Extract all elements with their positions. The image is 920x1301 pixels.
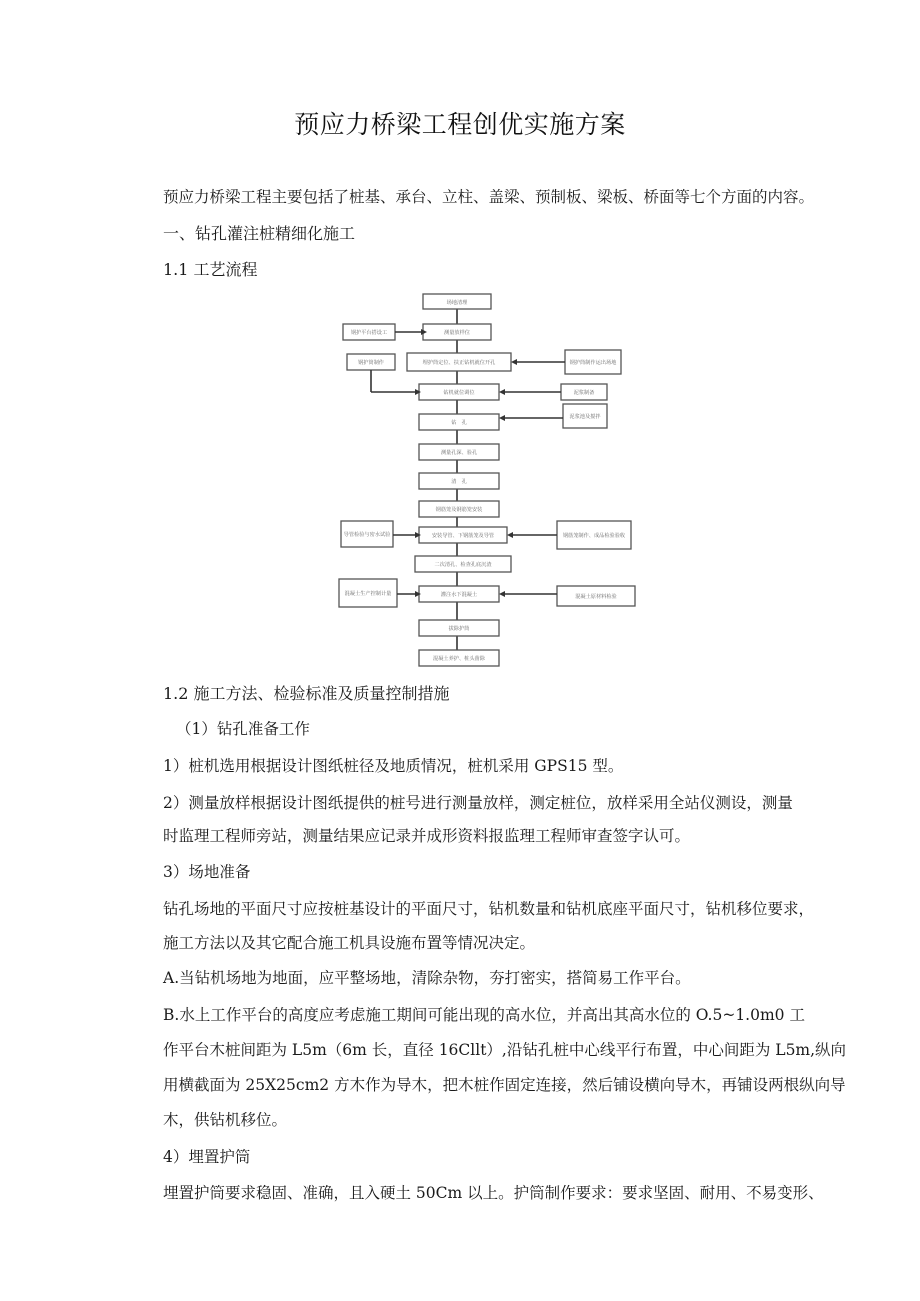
item-b-line-3: 用横截面为 25X25cm2 方木作为导木，把木桩作固定连接，然后铺设横向导木，再铺设两根纵向导 (163, 1076, 846, 1094)
process-flowchart (335, 290, 640, 668)
main-step-7 (419, 473, 499, 489)
item-3: 3）场地准备 (163, 863, 251, 881)
document-title: 预应力桥梁工程创优实施方案 (294, 110, 626, 139)
item-b-line-4: 木，供钻机移位。 (163, 1111, 288, 1129)
side-step-label: 导管检验与密水试验 (343, 532, 391, 538)
main-step-5 (419, 414, 499, 430)
item-2-line-1: 2）测量放样根据设计图纸提供的桩号进行测量放样，测定桩位，放样采用全站仪测设，测量 (163, 794, 793, 812)
intro-paragraph: 预应力桥梁工程主要包括了桩基、承台、立柱、盖梁、预制板、梁板、桥面等七个方面的内容。 (163, 188, 815, 206)
item-a: A.当钻机场地为地面，应平整场地，清除杂物，夯打密实，搭简易工作平台。 (163, 969, 691, 987)
main-step-9 (419, 527, 507, 543)
main-step-3 (407, 353, 511, 371)
item-2-line-2: 时监理工程师旁站，测量结果应记录并成形资料报监理工程师审查签字认可。 (163, 827, 691, 845)
item-b-line-2: 作平台木桩间距为 L5m（6m 长，直径 16Cllt）,沿钻孔桩中心线平行布置，中心间距为 L5m,纵向 (163, 1041, 847, 1059)
main-step-label: 灌注水下混凝土 (440, 592, 478, 598)
arrow-head (499, 415, 505, 421)
arrow-head (511, 359, 517, 365)
arrow-head (499, 389, 505, 395)
main-step-label: 钻 孔 (451, 420, 467, 426)
side-step-label: 泥浆制备 (573, 390, 595, 396)
arrow-head (499, 591, 505, 597)
arrow-head (507, 532, 513, 538)
site-paragraph-line-2: 施工方法以及其它配合施工机具设施布置等情况决定。 (163, 934, 536, 952)
side-step-label: 钢护平台搭设工 (350, 330, 388, 336)
side-step-4 (499, 384, 607, 400)
main-step-label: 混凝土养护、桩头凿除 (433, 656, 485, 662)
item-b-line-1: B.水上工作平台的高度应考虑施工期间可能出现的高水位，并高出其高水位的 O.5~1.0m0 工 (163, 1006, 805, 1024)
subsection-1-2-heading: 1.2 施工方法、检验标准及质量控制措施 (163, 684, 450, 703)
side-step-1 (343, 324, 427, 340)
main-step-label: 二次清孔、检查孔底沉渣 (434, 562, 492, 568)
side-step-label: 泥浆池及搅拌 (569, 414, 601, 420)
main-step-10 (415, 556, 511, 572)
main-step-13 (419, 650, 499, 666)
side-step-8 (339, 579, 421, 607)
main-step-4 (419, 384, 499, 400)
side-step-label: 钢筋笼制作、成品检验验收 (562, 533, 626, 539)
flowchart-svg (335, 290, 640, 668)
side-step-label: 混凝土生产控制计量 (344, 591, 392, 597)
main-step-label: 清 孔 (451, 479, 467, 485)
side-step-label: 钢护筒制作运出场地 (569, 360, 617, 366)
main-step-label: 安装导管、下钢筋笼及导管 (431, 533, 495, 539)
main-step-6 (419, 444, 499, 460)
main-step-label: 钻机就位调位 (443, 390, 475, 396)
side-step-7 (507, 521, 631, 549)
item-4: 4）埋置护筒 (163, 1148, 251, 1166)
main-step-label: 拔除护筒 (448, 626, 470, 632)
side-step-6 (341, 521, 421, 547)
main-step-label: 钢筋笼及钢筋笼安装 (435, 507, 483, 513)
main-step-label: 场地清理 (446, 300, 468, 306)
main-step-11 (419, 586, 499, 602)
main-step-label: 测量孔深、验孔 (440, 450, 478, 456)
part-1-heading: （1）钻孔准备工作 (176, 720, 310, 738)
subsection-1-1-heading: 1.1 工艺流程 (163, 260, 258, 279)
side-step-9 (499, 586, 635, 606)
casing-paragraph-line-1: 埋置护筒要求稳固、准确，且入硬土 50Cm 以上。护筒制作要求：要求坚固、耐用、不易变形、 (163, 1184, 824, 1202)
main-step-label: 埋护筒定位、扶正钻机就位开孔 (422, 360, 496, 366)
main-step-8 (419, 501, 499, 517)
side-step-label: 钢护筒制作 (358, 360, 384, 366)
section-1-heading: 一、钻孔灌注桩精细化施工 (163, 224, 356, 243)
site-paragraph-line-1: 钻孔场地的平面尺寸应按桩基设计的平面尺寸，钻机数量和钻机底座平面尺寸，钻机移位要求， (163, 900, 815, 918)
main-step-12 (419, 620, 499, 636)
main-step-label: 测量放样位 (444, 330, 470, 336)
item-1: 1）桩机选用根据设计图纸桩径及地质情况，桩机采用 GPS15 型。 (163, 757, 624, 775)
side-step-label: 混凝土原材料检验 (575, 594, 617, 600)
main-step-2 (423, 324, 491, 340)
main-step-1 (423, 294, 491, 309)
side-step-3 (511, 350, 621, 374)
side-step-5 (499, 404, 607, 428)
